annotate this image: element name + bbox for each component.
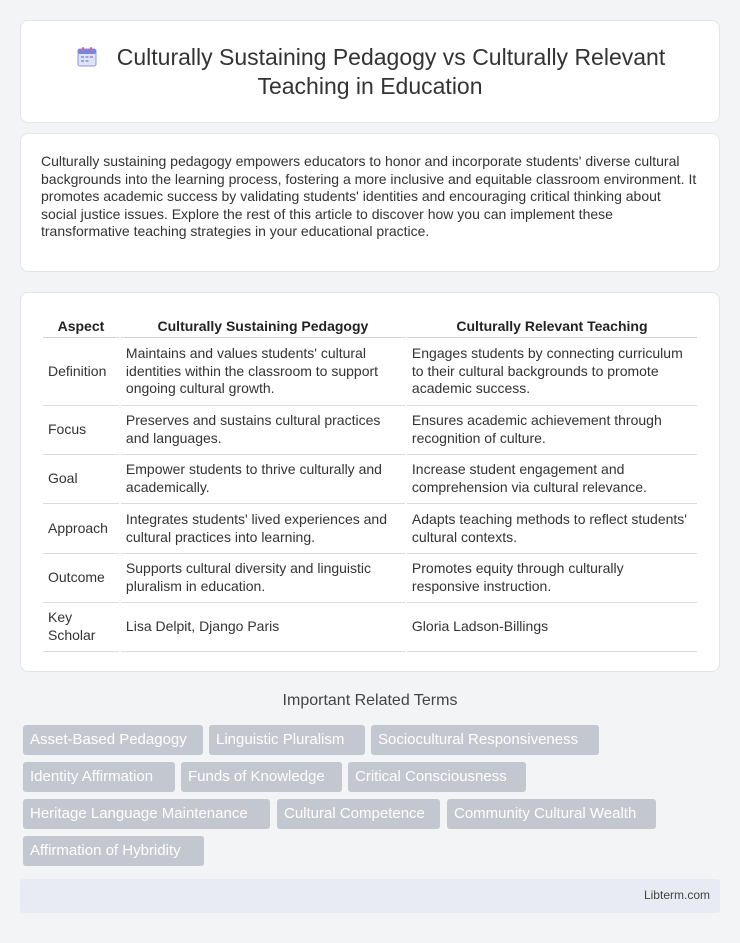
footer-site-link[interactable]: Libterm.com xyxy=(643,888,710,902)
row-aspect: Goal xyxy=(43,455,119,504)
row-aspect: Focus xyxy=(43,406,119,455)
row-sustaining: Preserves and sustains cultural practices and languages. xyxy=(121,406,405,455)
row-sustaining: Lisa Delpit, Django Paris xyxy=(121,603,405,652)
row-sustaining: Integrates students' lived experiences and cultural practices into learning. xyxy=(121,504,405,554)
table-row xyxy=(43,603,697,652)
tag-affirmation-of-hybridity[interactable]: Affirmation of Hybridity xyxy=(23,836,204,866)
title-line-1: Culturally Sustaining Pedagogy vs Culturally Relevant xyxy=(116,44,666,70)
comparison-card xyxy=(20,292,720,672)
tag-linguistic-pluralism[interactable]: Linguistic Pluralism xyxy=(209,725,365,755)
title-card xyxy=(20,20,720,123)
tag-sociocultural-responsiveness[interactable]: Sociocultural Responsiveness xyxy=(371,725,599,755)
table-header-row xyxy=(43,315,697,338)
calendar-icon xyxy=(75,45,99,69)
page-title xyxy=(21,43,719,101)
row-aspect: Outcome xyxy=(43,554,119,603)
row-aspect: Definition xyxy=(43,338,119,406)
table-row xyxy=(43,338,697,406)
tag-critical-consciousness[interactable]: Critical Consciousness xyxy=(348,762,526,792)
row-sustaining: Empower students to thrive culturally and academically. xyxy=(121,455,405,504)
row-relevant: Promotes equity through culturally responsive instruction. xyxy=(407,554,697,603)
tag-identity-affirmation[interactable]: Identity Affirmation xyxy=(23,762,175,792)
table-row xyxy=(43,504,697,554)
related-terms-heading: Important Related Terms xyxy=(282,692,458,709)
table-row xyxy=(43,554,697,603)
table-row xyxy=(43,455,697,504)
intro-card xyxy=(20,133,720,272)
row-relevant: Ensures academic achievement through recognition of culture. xyxy=(407,406,697,455)
row-sustaining: Maintains and values students' cultural identities within the classroom to support ongoing cultural growth. xyxy=(121,338,405,406)
header-aspect: Aspect xyxy=(43,315,119,338)
comparison-table xyxy=(41,315,699,652)
title-line-2: Teaching in Education xyxy=(257,73,483,99)
table-row xyxy=(43,406,697,455)
header-relevant: Culturally Relevant Teaching xyxy=(407,315,697,338)
header-sustaining: Culturally Sustaining Pedagogy xyxy=(121,315,405,338)
footer xyxy=(20,879,720,913)
tag-asset-based-pedagogy[interactable]: Asset-Based Pedagogy xyxy=(23,725,203,755)
row-aspect: Key Scholar xyxy=(43,603,119,652)
tag-community-cultural-wealth[interactable]: Community Cultural Wealth xyxy=(447,799,656,829)
row-relevant: Adapts teaching methods to reflect students' cultural contexts. xyxy=(407,504,697,554)
intro-paragraph: Culturally sustaining pedagogy empowers educators to honor and incorporate students' diverse cultural backgrounds into the learning process, fostering a more inclusive and equitable classroom environment. It promotes academic success by validating students' identities and encouraging critical thinking about social justice issues. Explore the rest of this article to discover how you can implement these transformative teaching strategies in your educational practice. xyxy=(41,153,697,240)
row-sustaining: Supports cultural diversity and linguistic pluralism in education. xyxy=(121,554,405,603)
tag-funds-of-knowledge[interactable]: Funds of Knowledge xyxy=(181,762,342,792)
row-relevant: Engages students by connecting curriculum to their cultural backgrounds to promote academic success. xyxy=(407,338,697,406)
row-relevant: Gloria Ladson-Billings xyxy=(407,603,697,652)
tag-cultural-competence[interactable]: Cultural Competence xyxy=(277,799,440,829)
row-aspect: Approach xyxy=(43,504,119,554)
row-relevant: Increase student engagement and comprehension via cultural relevance. xyxy=(407,455,697,504)
tag-heritage-language-maintenance[interactable]: Heritage Language Maintenance xyxy=(23,799,270,829)
